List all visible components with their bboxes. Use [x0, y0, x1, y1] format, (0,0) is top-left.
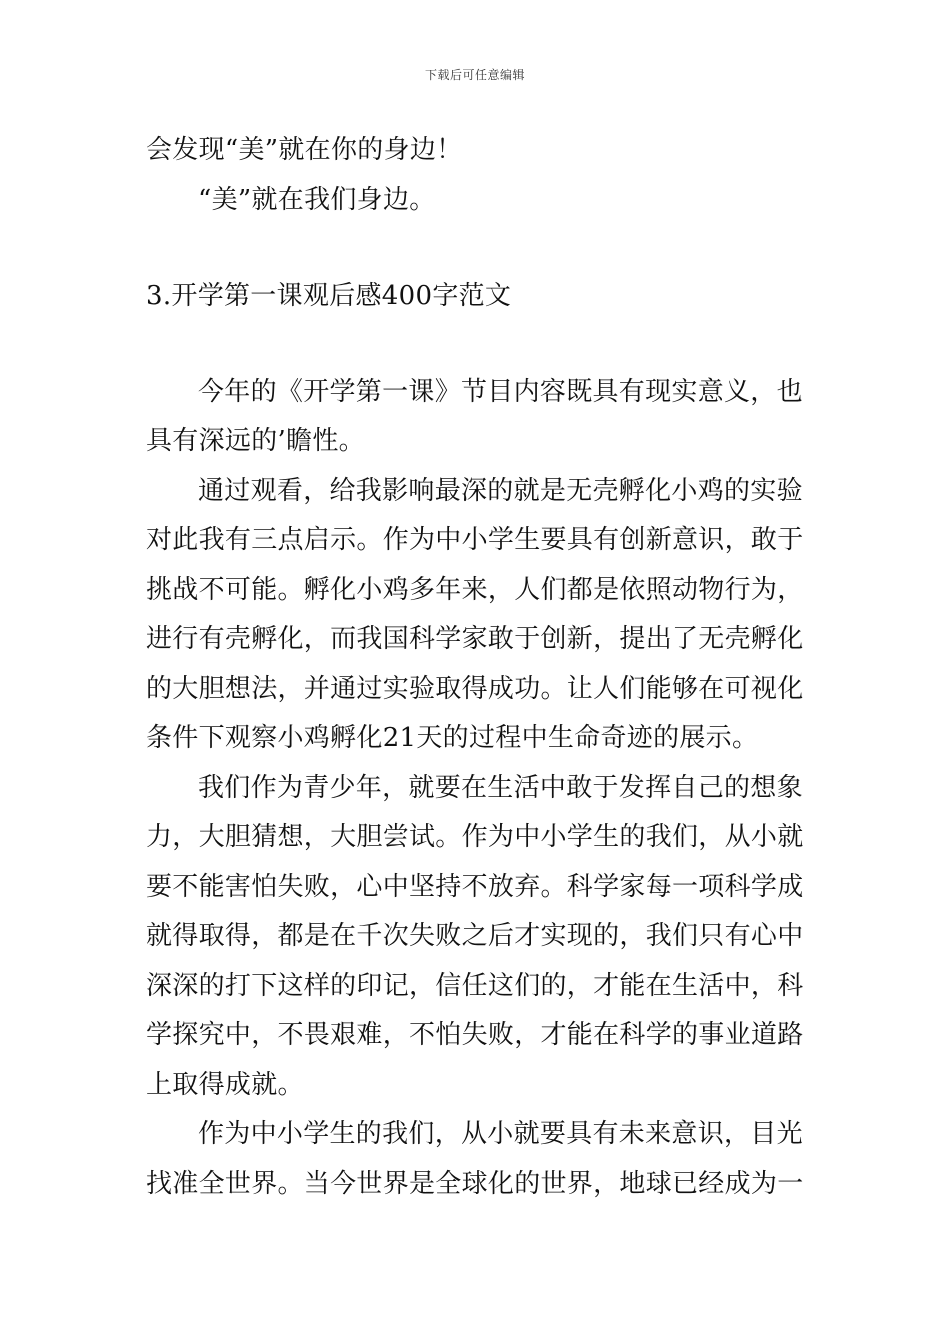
paragraph-line: 对此我有三点启示。作为中小学生要具有创新意识，敢于: [146, 525, 804, 555]
paragraph-line: 会发现“美”就在你的身边！: [146, 135, 463, 165]
paragraph-line: 作为中小学生的我们，从小就要具有未来意识，目光: [198, 1119, 803, 1149]
paragraph-line: 找准全世界。当今世界是全球化的世界，地球已经成为一: [146, 1168, 804, 1199]
document-body: [146, 126, 806, 1209]
paragraph-line: 我们作为青少年，就要在生活中敢于发挥自己的想象: [198, 772, 803, 803]
paragraph-line: 条件下观察小鸡孵化21天的过程中生命奇迹的展示。: [146, 723, 759, 753]
paragraph-line: 挑战不可能。孵化小鸡多年来，人们都是依照动物行为，: [146, 574, 804, 605]
paragraph-line: 深深的打下这样的印记，信任这们的，才能在生活中，科: [146, 970, 804, 1001]
paragraph-line: 就得取得，都是在千次失败之后才实现的，我们只有心中: [146, 921, 804, 951]
paragraph-3: [146, 764, 806, 1111]
page-header-note: 下载后可任意编辑: [424, 68, 525, 82]
paragraph-line: 力，大胆猜想，大胆尝试。作为中小学生的我们，从小就: [146, 822, 804, 852]
paragraph-line: 今年的《开学第一课》节目内容既具有现实意义，也: [198, 376, 803, 407]
paragraph-1: [146, 368, 806, 467]
paragraph-line: 具有深远的’瞻性。: [146, 426, 365, 456]
paragraph-line: 的大胆想法，并通过实验取得成功。让人们能够在可视化: [146, 673, 804, 704]
paragraph-line: 要不能害怕失败，心中坚持不放弃。科学家每一项科学成: [146, 871, 804, 902]
paragraph-4: [146, 1110, 806, 1209]
paragraph-line: 进行有壳孵化，而我国科学家敢于创新，提出了无壳孵化: [146, 624, 804, 654]
paragraph-line: “美”就在我们身边。: [198, 184, 436, 215]
paragraph-2: [146, 467, 806, 764]
paragraph-line: 学探究中，不畏艰难，不怕失败，才能在科学的事业道路: [146, 1020, 804, 1050]
section-heading: 3.开学第一课观后感400字范文: [146, 281, 512, 311]
paragraph-line: 通过观看，给我影响最深的就是无壳孵化小鸡的实验: [198, 475, 803, 506]
paragraph-line: 上取得成就。: [146, 1069, 304, 1100]
